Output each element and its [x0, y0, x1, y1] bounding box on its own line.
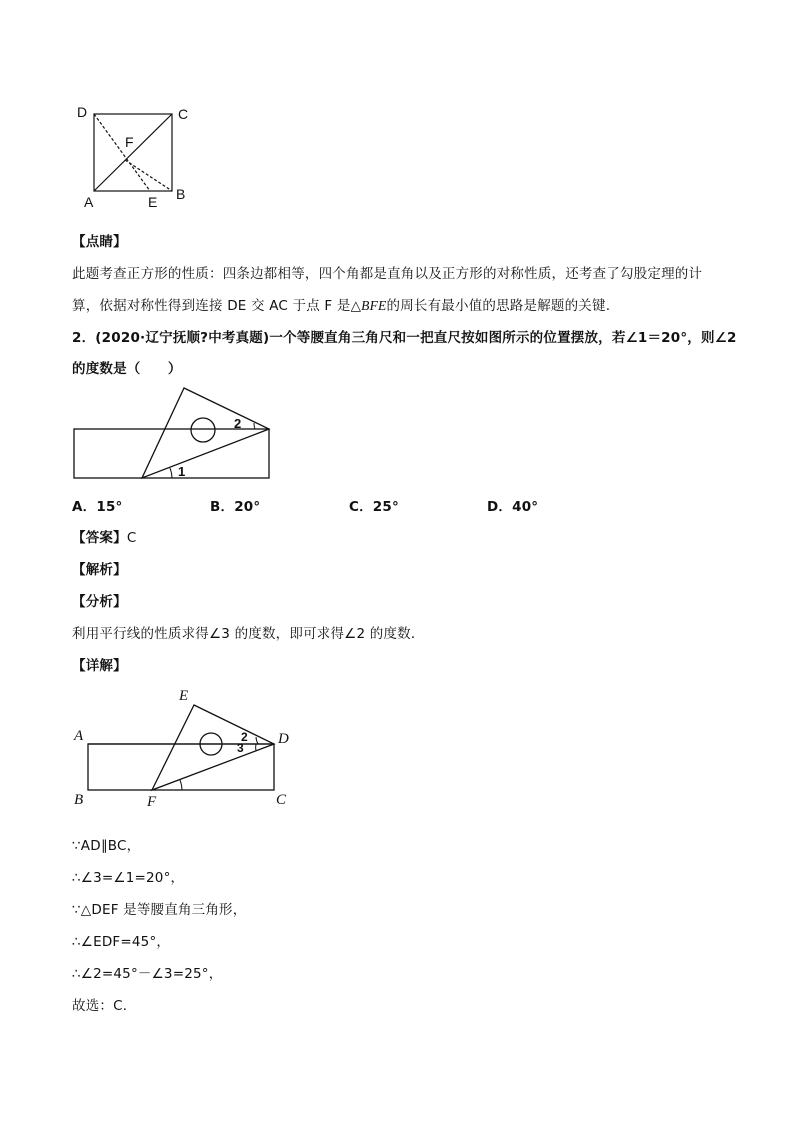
point-label-e: E: [148, 194, 158, 210]
solution-step-4: ∴∠EDF=45°，: [72, 934, 171, 950]
point-label-b: B: [74, 792, 84, 808]
answer-heading: 【答案】: [72, 530, 127, 546]
key-point-line1: 此题考查正方形的性质：四条边都相等，四个角都是直角以及正方形的对称性质，还考查了勾股定理的计: [72, 266, 703, 282]
vertex-label-d: D: [77, 104, 88, 120]
angle-3-label: 3: [237, 741, 244, 755]
vertex-label-b: B: [176, 186, 186, 202]
analysis-heading: 【解析】: [72, 562, 127, 578]
angle-2-label: 2: [234, 416, 242, 431]
angle-1-label: 1: [178, 464, 186, 479]
question-2-line2: 的度数是（ ）: [72, 361, 182, 377]
triangle-name: BFE: [361, 298, 387, 313]
point-label-f: F: [125, 134, 134, 150]
detail-heading: 【详解】: [72, 658, 127, 674]
triangle-symbol: △: [350, 298, 362, 314]
solution-step-5: ∴∠2=45°－∠3=25°，: [72, 966, 223, 982]
point-label-a: A: [74, 728, 84, 744]
angle-2-label: 2: [241, 730, 248, 744]
solution-step-2: ∴∠3=∠1=20°，: [72, 870, 185, 886]
key-point-heading: 【点睛】: [72, 234, 127, 250]
key-point-line2-post: 的周长有最小值的思路是解题的关键.: [386, 298, 611, 314]
option-c[interactable]: C．25°: [349, 499, 399, 515]
option-a[interactable]: A．15°: [72, 499, 123, 515]
analysis-text: 利用平行线的性质求得∠3 的度数，即可求得∠2 的度数．: [72, 626, 425, 642]
solution-step-3: ∵△DEF 是等腰直角三角形，: [72, 902, 247, 918]
key-point-line2-pre: 算，依据对称性得到连接 DE 交 AC 于点 F 是: [72, 298, 351, 314]
vertex-label-c: C: [178, 106, 189, 122]
option-b[interactable]: B．20°: [210, 499, 261, 515]
vertex-label-a: A: [84, 194, 94, 210]
point-label-c: C: [276, 792, 287, 808]
analysis-subheading: 【分析】: [72, 594, 127, 610]
question-2-line1: 2．(2020·辽宁抚顺?中考真题)一个等腰直角三角尺和一把直尺按如图所示的位置摆放，若∠1＝20°，则∠2: [72, 330, 737, 346]
point-label-d: D: [278, 731, 289, 747]
point-label-f: F: [147, 794, 157, 810]
point-label-e: E: [179, 688, 189, 704]
solution-step-1: ∵AD∥BC，: [72, 838, 141, 854]
answer-value: C: [126, 530, 137, 546]
option-d[interactable]: D．40°: [487, 499, 539, 515]
solution-conclusion: 故选：C．: [72, 998, 137, 1014]
